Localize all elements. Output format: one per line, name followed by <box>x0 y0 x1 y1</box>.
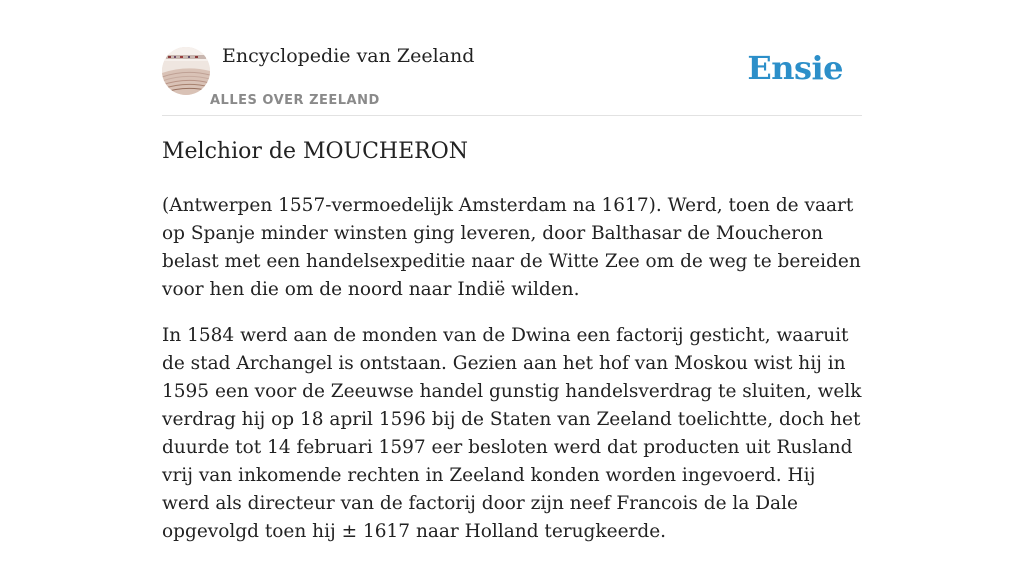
brand-logo-link[interactable]: Ensie <box>747 49 843 87</box>
avatar[interactable] <box>162 47 210 95</box>
article-body <box>162 192 862 564</box>
book-pages-icon <box>162 47 210 95</box>
site-title-link[interactable]: Encyclopedie van Zeeland <box>222 45 475 67</box>
site-header <box>162 0 862 116</box>
site-tagline: ALLES OVER ZEELAND <box>210 93 380 108</box>
page-container <box>162 0 862 542</box>
article-paragraph: In 1584 werd aan de monden van de Dwina een factorij gesticht, waaruit de stad Archangel is ontstaan. Gezien aan het hof van Moskou wist hij in 1595 een voor de Zeeuwse handel gunstig handelsverdrag te sluiten, welk verdrag hij op 18 april 1596 bij de Staten van Zeeland toelichtte, doch het duurde tot 14 februari 1597 eer besloten werd dat producten uit Rusland vrij van inkomende rechten in Zeeland konden worden ingevoerd. Hij werd als directeur van de factorij door zijn neef Francois de la Dale opgevolgd toen hij ± 1617 naar Holland terugkeerde. <box>162 325 862 542</box>
article-paragraph: (Antwerpen 1557-vermoedelijk Amsterdam na 1617). Werd, toen de vaart op Spanje minder winsten ging leveren, door Balthasar de Moucheron belast met een handelsexpeditie naar de Witte Zee om de weg te bereiden voor hen die om de noord naar Indië wilden. <box>162 195 861 300</box>
article-title: Melchior de MOUCHERON <box>162 139 468 164</box>
